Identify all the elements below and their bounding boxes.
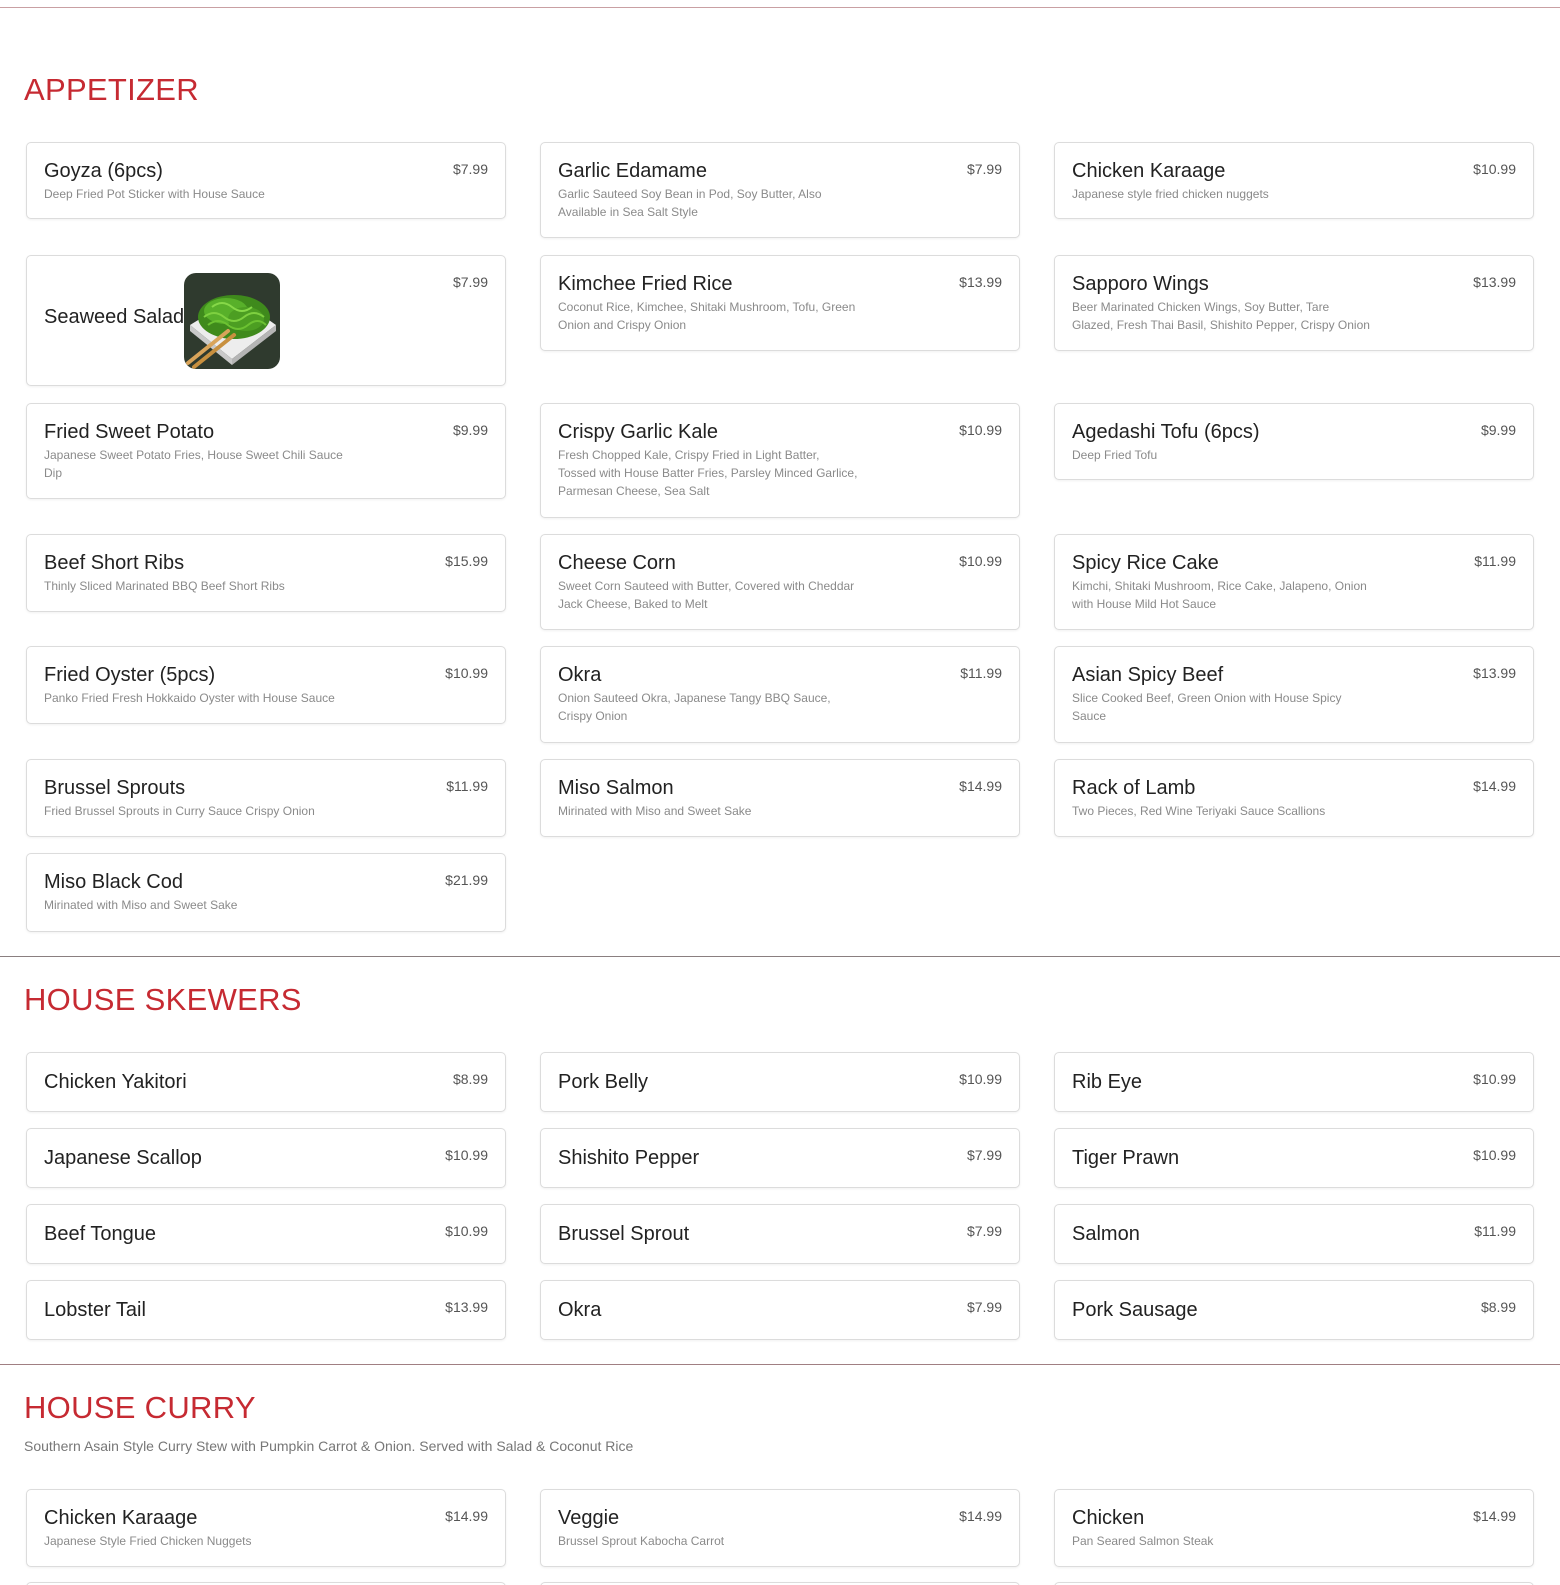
menu-item-price: $15.99	[445, 553, 488, 569]
menu-item-card[interactable]	[26, 1489, 506, 1567]
menu-item-card[interactable]	[1054, 1204, 1534, 1264]
menu-item-name: Tiger Prawn	[1072, 1147, 1180, 1169]
menu-item-name: Brussel Sprout	[558, 1223, 690, 1245]
menu-item-description: Japanese Style Fried Chicken Nuggets	[44, 1534, 252, 1548]
menu-item-description: Onion Sauteed Okra, Japanese Tangy BBQ Sauce, Crispy Onion	[558, 691, 831, 723]
menu-item-description: Pan Seared Salmon Steak	[1072, 1534, 1214, 1548]
menu-item-card[interactable]	[26, 1204, 506, 1264]
section-description: Southern Asain Style Curry Stew with Pumpkin Carrot & Onion. Served with Salad & Coconut Rice	[24, 1438, 634, 1454]
menu-item-price: $7.99	[966, 161, 1002, 177]
menu-item-card[interactable]	[26, 1128, 506, 1188]
menu-item-name: Shishito Pepper	[558, 1147, 700, 1169]
menu-item-price: $13.99	[1473, 665, 1516, 681]
menu-item-description: Fried Brussel Sprouts in Curry Sauce Crispy Onion	[44, 804, 315, 818]
menu-item-description: Kimchi, Shitaki Mushroom, Rice Cake, Jalapeno, Onion with House Mild Hot Sauce	[1072, 579, 1367, 611]
menu-item-card[interactable]	[1054, 403, 1534, 480]
menu-item-card[interactable]	[1054, 759, 1534, 837]
menu-item-price: $7.99	[966, 1223, 1002, 1239]
menu-item-price: $10.99	[1473, 161, 1516, 177]
menu-item-name: Okra	[558, 1299, 602, 1321]
menu-item-card[interactable]	[1054, 534, 1534, 630]
section-title-appetizer: APPETIZER	[24, 72, 199, 107]
menu-item-card[interactable]	[1054, 1052, 1534, 1112]
menu-item-name: Agedashi Tofu (6pcs)	[1072, 421, 1260, 443]
menu-item-name: Miso Salmon	[558, 777, 674, 799]
menu-item-price: $13.99	[1473, 274, 1516, 290]
menu-item-name: Salmon	[1072, 1223, 1140, 1245]
section-title-curry: HOUSE CURRY	[24, 1390, 256, 1425]
menu-item-card[interactable]	[26, 534, 506, 612]
menu-item-price: $14.99	[959, 1508, 1002, 1524]
menu-item-name: Rib Eye	[1072, 1071, 1143, 1093]
menu-item-card[interactable]	[540, 646, 1020, 743]
menu-item-name: Chicken Karaage	[1072, 160, 1226, 182]
menu-item-name: Sapporo Wings	[1072, 273, 1209, 295]
top-divider	[0, 7, 1560, 8]
menu-item-name: Fried Sweet Potato	[44, 421, 215, 443]
menu-item-price: $13.99	[445, 1299, 488, 1315]
menu-item-description: Panko Fried Fresh Hokkaido Oyster with House Sauce	[44, 691, 335, 705]
menu-item-card[interactable]	[26, 142, 506, 219]
menu-item-name: Cheese Corn	[558, 552, 676, 574]
menu-item-card[interactable]	[26, 759, 506, 837]
section-title-skewers: HOUSE SKEWERS	[24, 982, 302, 1017]
menu-item-price: $8.99	[1480, 1299, 1516, 1315]
menu-item-price: $10.99	[1473, 1147, 1516, 1163]
menu-item-name: Crispy Garlic Kale	[558, 421, 719, 443]
menu-item-price: $14.99	[1473, 1508, 1516, 1524]
menu-item-card[interactable]	[1054, 646, 1534, 743]
menu-item-description: Japanese Sweet Potato Fries, House Sweet Chili Sauce Dip	[44, 448, 343, 480]
menu-item-description: Brussel Sprout Kabocha Carrot	[558, 1534, 725, 1548]
menu-item-price: $7.99	[452, 274, 488, 290]
menu-item-price: $9.99	[1480, 422, 1516, 438]
menu-item-card[interactable]	[540, 403, 1020, 518]
menu-item-price: $7.99	[966, 1147, 1002, 1163]
menu-item-card[interactable]	[1054, 1280, 1534, 1340]
menu-item-price: $7.99	[452, 161, 488, 177]
menu-item-price: $13.99	[959, 274, 1002, 290]
menu-item-card[interactable]	[540, 534, 1020, 630]
menu-item-description: Fresh Chopped Kale, Crispy Fried in Light Batter, Tossed with House Batter Fries, Parsley Minced Garlice, Parmesan Cheese, Sea Salt	[558, 448, 858, 498]
menu-item-card[interactable]	[26, 255, 506, 386]
menu-item-card[interactable]	[26, 1280, 506, 1340]
menu-item-card[interactable]	[26, 1052, 506, 1112]
menu-item-description: Coconut Rice, Kimchee, Shitaki Mushroom, Tofu, Green Onion and Crispy Onion	[558, 300, 856, 332]
menu-item-name: Chicken Yakitori	[44, 1071, 187, 1093]
menu-item-card[interactable]	[26, 853, 506, 932]
menu-item-description: Sweet Corn Sauteed with Butter, Covered with Cheddar Jack Cheese, Baked to Melt	[558, 579, 855, 611]
menu-item-description: Mirinated with Miso and Sweet Sake	[44, 898, 238, 912]
menu-item-name: Fried Oyster (5pcs)	[44, 664, 216, 686]
menu-item-price: $10.99	[445, 665, 488, 681]
menu-item-price: $7.99	[966, 1299, 1002, 1315]
menu-item-price: $10.99	[959, 553, 1002, 569]
menu-item-description: Thinly Sliced Marinated BBQ Beef Short Ribs	[44, 579, 285, 593]
menu-item-name: Garlic Edamame	[558, 160, 707, 182]
menu-item-price: $8.99	[452, 1071, 488, 1087]
menu-item-price: $9.99	[452, 422, 488, 438]
menu-item-card[interactable]	[1054, 142, 1534, 219]
menu-item-card[interactable]	[540, 759, 1020, 837]
menu-item-price: $14.99	[1473, 778, 1516, 794]
menu-item-description: Mirinated with Miso and Sweet Sake	[558, 804, 752, 818]
menu-item-price: $11.99	[446, 778, 488, 794]
menu-item-description: Two Pieces, Red Wine Teriyaki Sauce Scallions	[1072, 804, 1326, 818]
menu-item-card[interactable]	[540, 1489, 1020, 1567]
menu-item-description: Beer Marinated Chicken Wings, Soy Butter, Tare Glazed, Fresh Thai Basil, Shishito Pepper, Crispy Onion	[1072, 300, 1370, 332]
menu-item-price: $10.99	[1473, 1071, 1516, 1087]
menu-item-name: Goyza (6pcs)	[44, 160, 163, 182]
menu-item-card[interactable]	[1054, 1489, 1534, 1567]
menu-item-name: Miso Black Cod	[44, 871, 183, 893]
menu-item-card[interactable]	[1054, 1128, 1534, 1188]
menu-item-name: Beef Short Ribs	[44, 552, 185, 574]
menu-item-name: Okra	[558, 664, 602, 686]
menu-item-price: $11.99	[1474, 553, 1516, 569]
menu-item-description: Deep Fried Pot Sticker with House Sauce	[44, 187, 265, 201]
menu-item-price: $21.99	[445, 872, 488, 888]
menu-item-name: Pork Sausage	[1072, 1299, 1198, 1321]
menu-item-description: Japanese style fried chicken nuggets	[1072, 187, 1269, 201]
menu-item-card[interactable]	[26, 403, 506, 499]
menu-item-card[interactable]	[540, 1204, 1020, 1264]
menu-item-name: Rack of Lamb	[1072, 777, 1196, 799]
menu-item-card[interactable]	[540, 255, 1020, 351]
menu-item-name: Spicy Rice Cake	[1072, 552, 1219, 574]
menu-item-name: Pork Belly	[558, 1071, 649, 1093]
menu-item-name: Brussel Sprouts	[44, 777, 186, 799]
menu-item-name: Seaweed Salad	[44, 306, 185, 328]
menu-item-name: Chicken	[1072, 1507, 1145, 1529]
menu-item-price: $11.99	[960, 665, 1002, 681]
menu-item-description: Garlic Sauteed Soy Bean in Pod, Soy Butter, Also Available in Sea Salt Style	[558, 187, 822, 219]
section-divider	[0, 1364, 1560, 1365]
menu-item-price: $10.99	[445, 1147, 488, 1163]
menu-item-name: Chicken Karaage	[44, 1507, 198, 1529]
menu-item-name: Lobster Tail	[44, 1299, 146, 1321]
menu-item-card[interactable]	[1054, 255, 1534, 351]
menu-item-card[interactable]	[540, 1280, 1020, 1340]
menu-item-description: Deep Fried Tofu	[1072, 448, 1158, 462]
menu-item-card[interactable]	[540, 1128, 1020, 1188]
menu-item-card[interactable]	[26, 646, 506, 724]
menu-item-name: Veggie	[558, 1507, 620, 1529]
menu-item-price: $10.99	[959, 422, 1002, 438]
menu-item-price: $14.99	[959, 778, 1002, 794]
menu-item-description: Slice Cooked Beef, Green Onion with House Spicy Sauce	[1072, 691, 1342, 723]
menu-item-card[interactable]	[540, 142, 1020, 238]
menu-item-name: Beef Tongue	[44, 1223, 156, 1245]
menu-item-card[interactable]	[540, 1052, 1020, 1112]
menu-item-price: $10.99	[959, 1071, 1002, 1087]
menu-item-price: $10.99	[445, 1223, 488, 1239]
section-divider	[0, 956, 1560, 957]
menu-item-price: $14.99	[445, 1508, 488, 1524]
menu-item-name: Asian Spicy Beef	[1072, 664, 1224, 686]
menu-item-price: $11.99	[1474, 1223, 1516, 1239]
seaweed-salad-photo	[184, 273, 280, 369]
menu-item-name: Kimchee Fried Rice	[558, 273, 733, 295]
menu-item-name: Japanese Scallop	[44, 1147, 202, 1169]
